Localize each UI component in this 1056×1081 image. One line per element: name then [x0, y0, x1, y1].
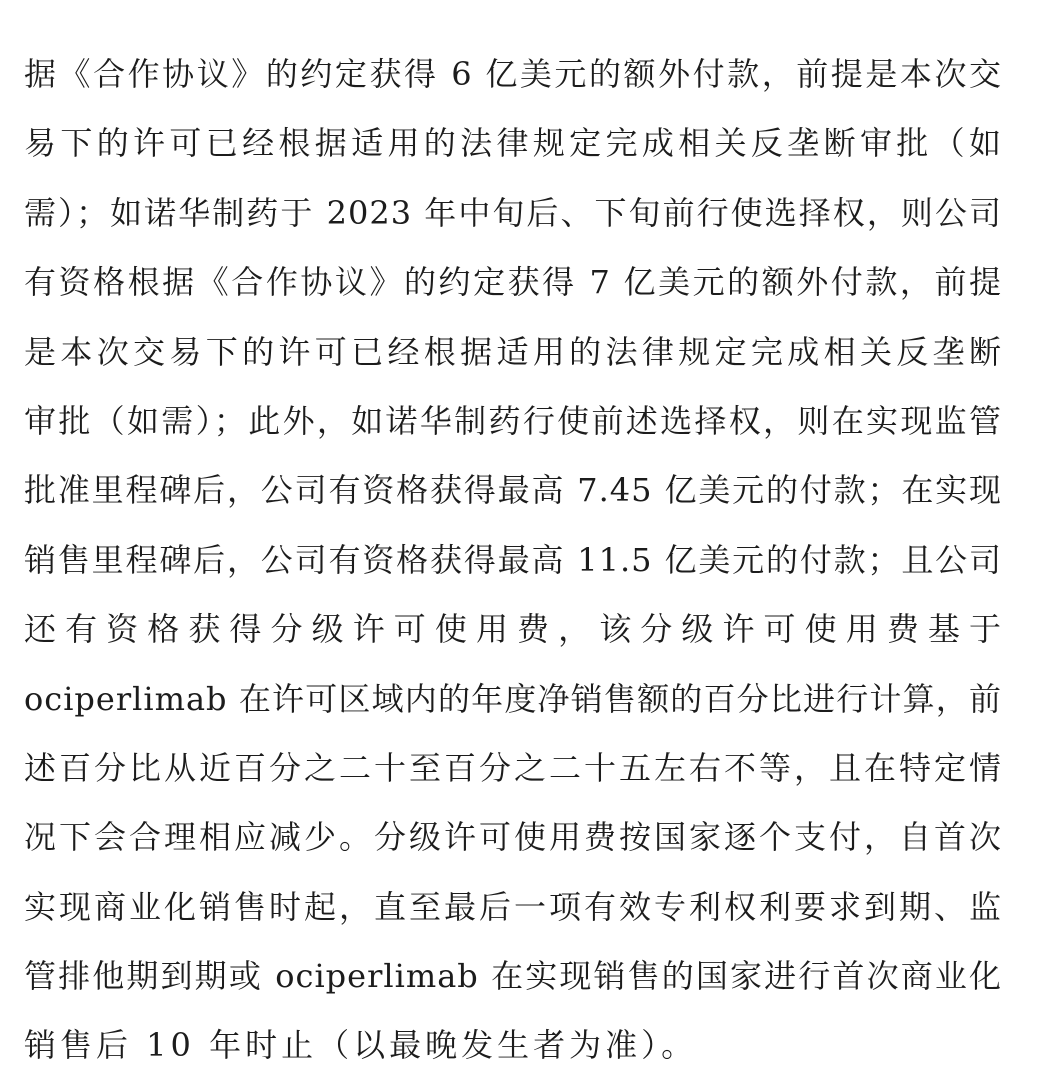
text-line: 实现商业化销售时起，直至最后一项有效专利权利要求到期、监	[24, 887, 1002, 926]
text-line: 审批（如需）；此外，如诺华制药行使前述选择权，则在实现监管	[24, 401, 1002, 440]
text-line: 销售后 10 年时止（以最晚发生者为准）。	[24, 1026, 698, 1065]
text-line: 需）；如诺华制药于 2023 年中旬后、下旬前行使选择权，则公司	[24, 193, 1002, 232]
text-line: 据《合作协议》的约定获得 6 亿美元的额外付款，前提是本次交	[24, 55, 1002, 93]
text-line: 况下会合理相应减少。分级许可使用费按国家逐个支付，自首次	[24, 818, 1002, 857]
text-line: 批准里程碑后，公司有资格获得最高 7.45 亿美元的付款；在实现	[24, 471, 1002, 510]
text-line: 述百分比从近百分之二十至百分之二十五左右不等，且在特定情	[24, 748, 1002, 787]
text-line: ociperlimab 在许可区域内的年度净销售额的百分比进行计算，前	[24, 679, 1002, 718]
text-line: 易下的许可已经根据适用的法律规定完成相关反垄断审批（如	[24, 124, 1002, 163]
text-line: 有资格根据《合作协议》的约定获得 7 亿美元的额外付款，前提	[24, 263, 1002, 302]
text-line: 是本次交易下的许可已经根据适用的法律规定完成相关反垄断	[24, 332, 1002, 371]
text-line: 管排他期到期或 ociperlimab 在实现销售的国家进行首次商业化	[24, 957, 1002, 996]
text-line: 销售里程碑后，公司有资格获得最高 11.5 亿美元的付款；且公司	[24, 540, 1002, 579]
document-body	[24, 40, 1002, 1081]
text-line: 还有资格获得分级许可使用费，该分级许可使用费基于	[24, 610, 1002, 649]
